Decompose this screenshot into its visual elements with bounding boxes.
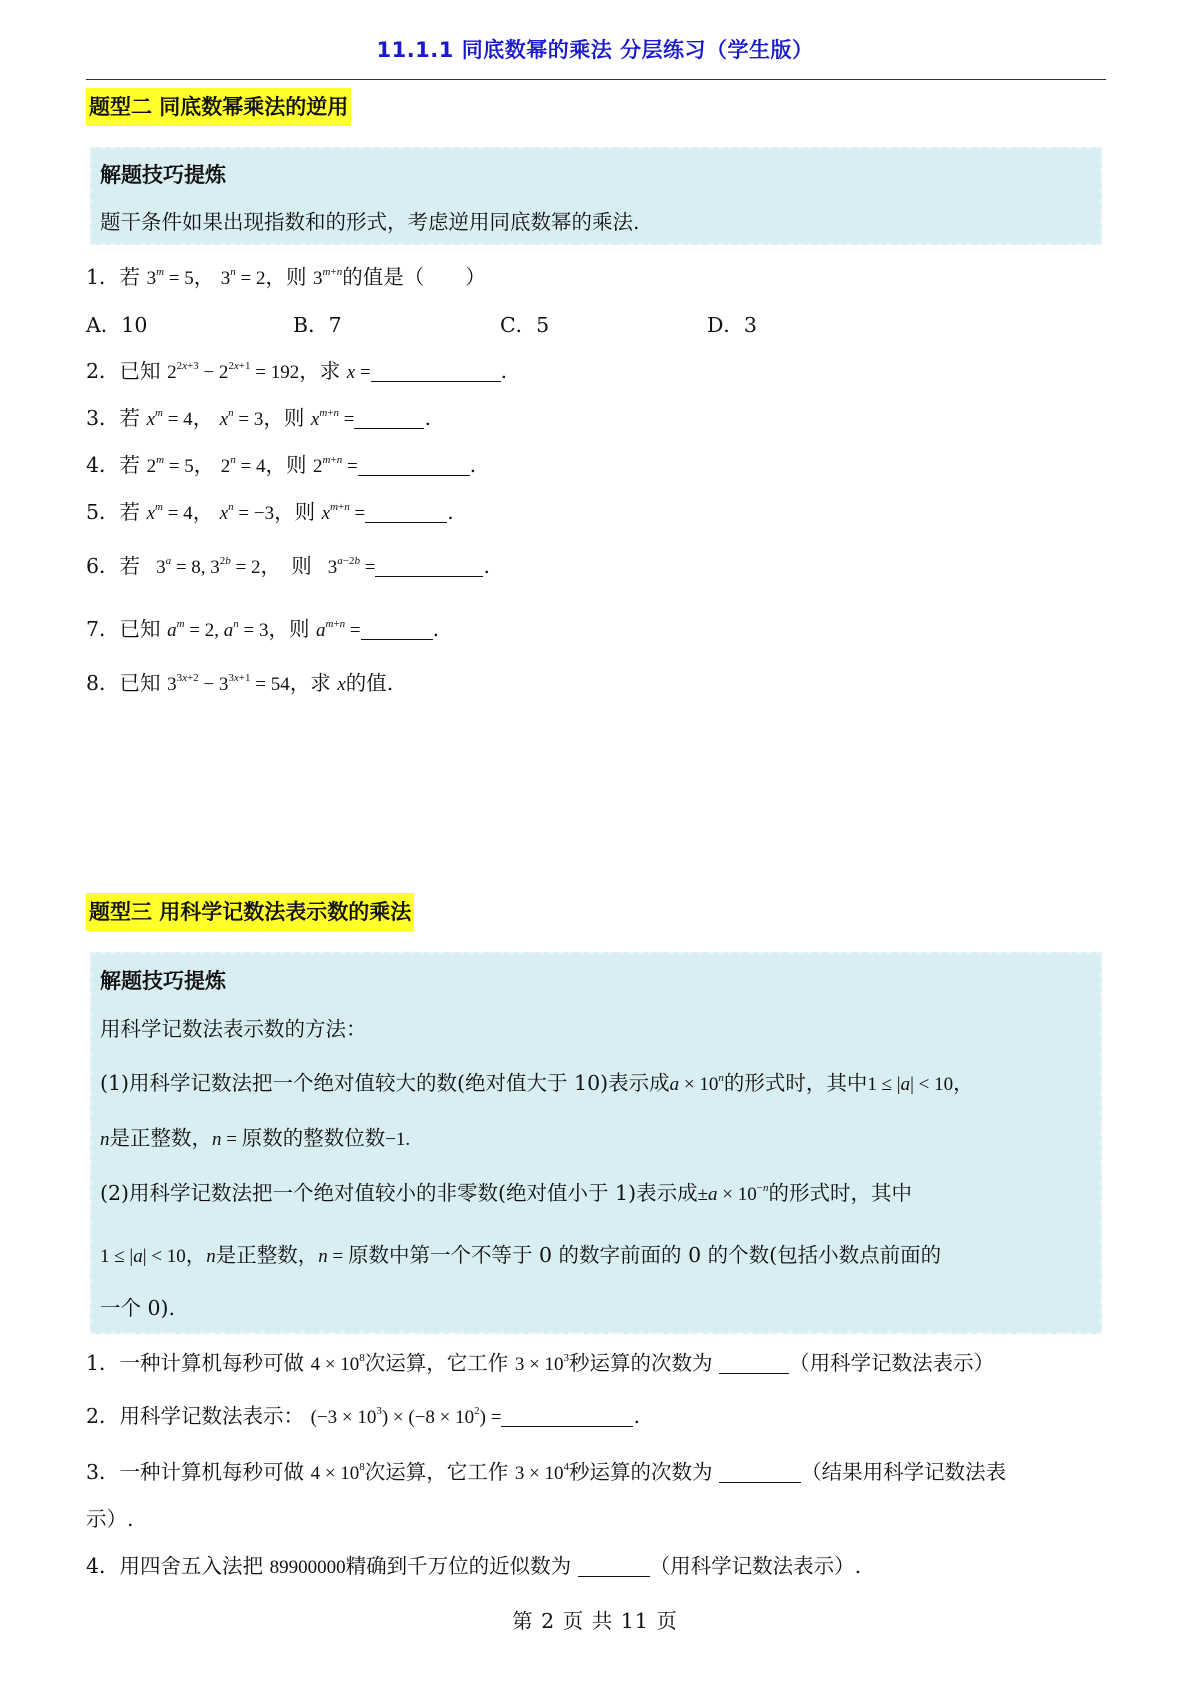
- option-a: A．10: [86, 313, 148, 337]
- answer-blank[interactable]: [578, 1558, 650, 1577]
- rule-2-line-2: 1 ≤ |a| < 10，n是正整数，n = 原数中第一个不等于 0 的数字前面的 0 的个数(包括小数点前面的: [100, 1243, 942, 1267]
- question-3-3-line-2: 示）.: [86, 1507, 134, 1531]
- question-2-8: 8．已知 $3^{3x+2} - 3^{3x+1} = 54$，求 x的值.: [86, 671, 394, 695]
- question-3-2: 2．用科学记数法表示： $(-3 \times 10^3) \times (-8 \times 10^2)$ = .: [86, 1404, 640, 1428]
- tip-intro: 用科学记数法表示数的方法：: [100, 1017, 367, 1041]
- answer-blank[interactable]: [501, 1408, 633, 1427]
- section-heading-type2: 题型二 同底数幂乘法的逆用: [86, 88, 351, 126]
- answer-blank[interactable]: [719, 1464, 801, 1483]
- document-title: 11.1.1 同底数幂的乘法 分层练习（学生版）: [376, 38, 814, 62]
- question-3-3: 3．一种计算机每秒可做 $4 \times 10^8$次运算，它工作 $3 \times 10^4$秒运算的次数为 （结果用科学记数法表: [86, 1460, 1007, 1484]
- rule-2-line-3: 一个 0).: [100, 1296, 176, 1320]
- question-3-4: 4．用四舍五入法把 89900000精确到千万位的近似数为 （用科学记数法表示）.: [86, 1554, 862, 1578]
- option-c: C．5: [500, 313, 550, 337]
- question-2-7: 7．已知 $a^m = 2$, $a^n = 3$，则 $a^{m+n}$ = .: [86, 617, 440, 641]
- tip-text: 题干条件如果出现指数和的形式，考虑逆用同底数幂的乘法.: [100, 210, 640, 234]
- question-2-4: 4．若 $2^m = 5$， $2^n = 4$，则 $2^{m+n}$ = .: [86, 453, 477, 477]
- rule-1-line-2: n是正整数，n = 原数的整数位数−1.: [100, 1126, 411, 1150]
- question-2-2: 2．已知 $2^{2x+3} - 2^{2x+1} = 192$，求 x = .: [86, 359, 508, 383]
- question-2-3: 3．若 $x^m = 4$， $x^n = 3$，则 $x^{m+n}$ = .: [86, 406, 432, 430]
- answer-blank[interactable]: [361, 621, 433, 640]
- question-2-1: 1．若 $3^m = 5$， $3^n = 2$，则 $3^{m+n}$的值是（ ）: [86, 265, 486, 289]
- option-b: B．7: [293, 313, 342, 337]
- section-heading-type3: 题型三 用科学记数法表示数的乘法: [86, 893, 414, 931]
- answer-blank[interactable]: [371, 363, 501, 382]
- tip-box-type2: [90, 147, 1102, 245]
- tip-box-type3: [90, 952, 1102, 1334]
- page-footer: 第 2 页 共 11 页: [512, 1609, 678, 1633]
- option-d: D．3: [707, 313, 757, 337]
- answer-blank[interactable]: [375, 558, 483, 577]
- question-2-6: 6．若 $3^a = 8$, $3^{2b} = 2$， 则 $3^{a-2b}$ = .: [86, 554, 491, 578]
- question-3-1: 1．一种计算机每秒可做 $4 \times 10^8$次运算，它工作 $3 \times 10^3$秒运算的次数为 （用科学记数法表示）: [86, 1351, 995, 1375]
- rule-2: (2)用科学记数法把一个绝对值较小的非零数(绝对值小于 1)表示成$\pm a \times 10^{-n}$的形式时，其中: [100, 1181, 912, 1205]
- answer-blank[interactable]: [354, 410, 424, 429]
- answer-blank[interactable]: [719, 1355, 789, 1374]
- tip-title: 解题技巧提炼: [100, 163, 226, 187]
- question-2-5: 5．若 $x^m = 4$， $x^n = -3$，则 $x^{m+n}$ = .: [86, 500, 454, 524]
- tip-title: 解题技巧提炼: [100, 969, 226, 993]
- answer-blank[interactable]: [358, 457, 470, 476]
- title-divider: [86, 79, 1106, 80]
- rule-1: (1)用科学记数法把一个绝对值较大的数(绝对值大于 10)表示成$a \times 10^n$的形式时，其中1 ≤ |a| < 10，: [100, 1071, 974, 1095]
- answer-blank[interactable]: [365, 504, 447, 523]
